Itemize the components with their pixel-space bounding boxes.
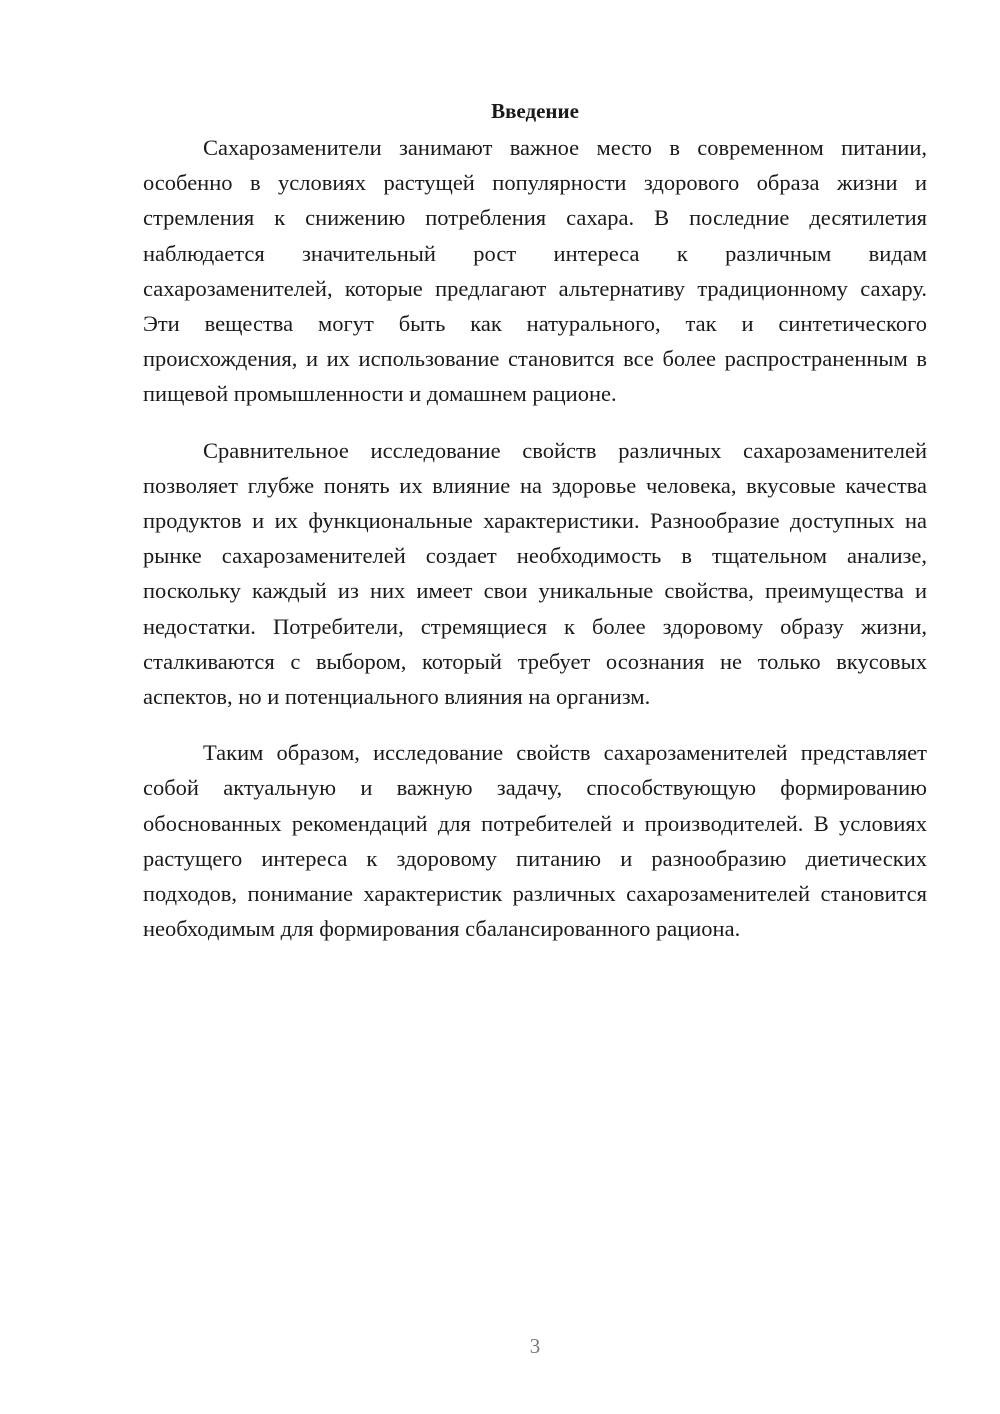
- page-number: 3: [529, 1334, 541, 1358]
- paragraph-3: Таким образом, исследование свойств сахарозаменителей представляет собой актуальную и важную задачу, способствующую формированию обоснованных рекомендаций для потребителей и производителей. В условиях растущего интереса к здоровому питанию и разнообразию диетических подходов, понимание характеристик различных сахарозаменителей становится необходимым для формирования сбалансированного рациона.: [143, 740, 927, 942]
- paragraph-1: Сахарозаменители занимают важное место в современном питании, особенно в условиях растущей популярности здорового образа жизни и стремления к снижению потребления сахара. В последние десятилетия наблюдается значительный рост интереса к различным видам сахарозаменителей, которые предлагают альтернативу традиционному сахару. Эти вещества могут быть как натурального, так и синтетического происхождения, и их использование становится все более распространенным в пищевой промышленности и домашнем рационе.: [143, 135, 927, 407]
- section-heading: Введение: [491, 99, 579, 123]
- paragraph-2: Сравнительное исследование свойств различных сахарозаменителей позволяет глубже понять их влияние на здоровье человека, вкусовые качества продуктов и их функциональные характеристики. Разнообразие доступных на рынке сахарозаменителей создает необходимость в тщательном анализе, поскольку каждый из них имеет свои уникальные свойства, преимущества и недостатки. Потребители, стремящиеся к более здоровому образу жизни, сталкиваются с выбором, который требует осознания не только вкусовых аспектов, но и потенциального влияния на организм.: [143, 437, 927, 710]
- document-body: [143, 96, 927, 967]
